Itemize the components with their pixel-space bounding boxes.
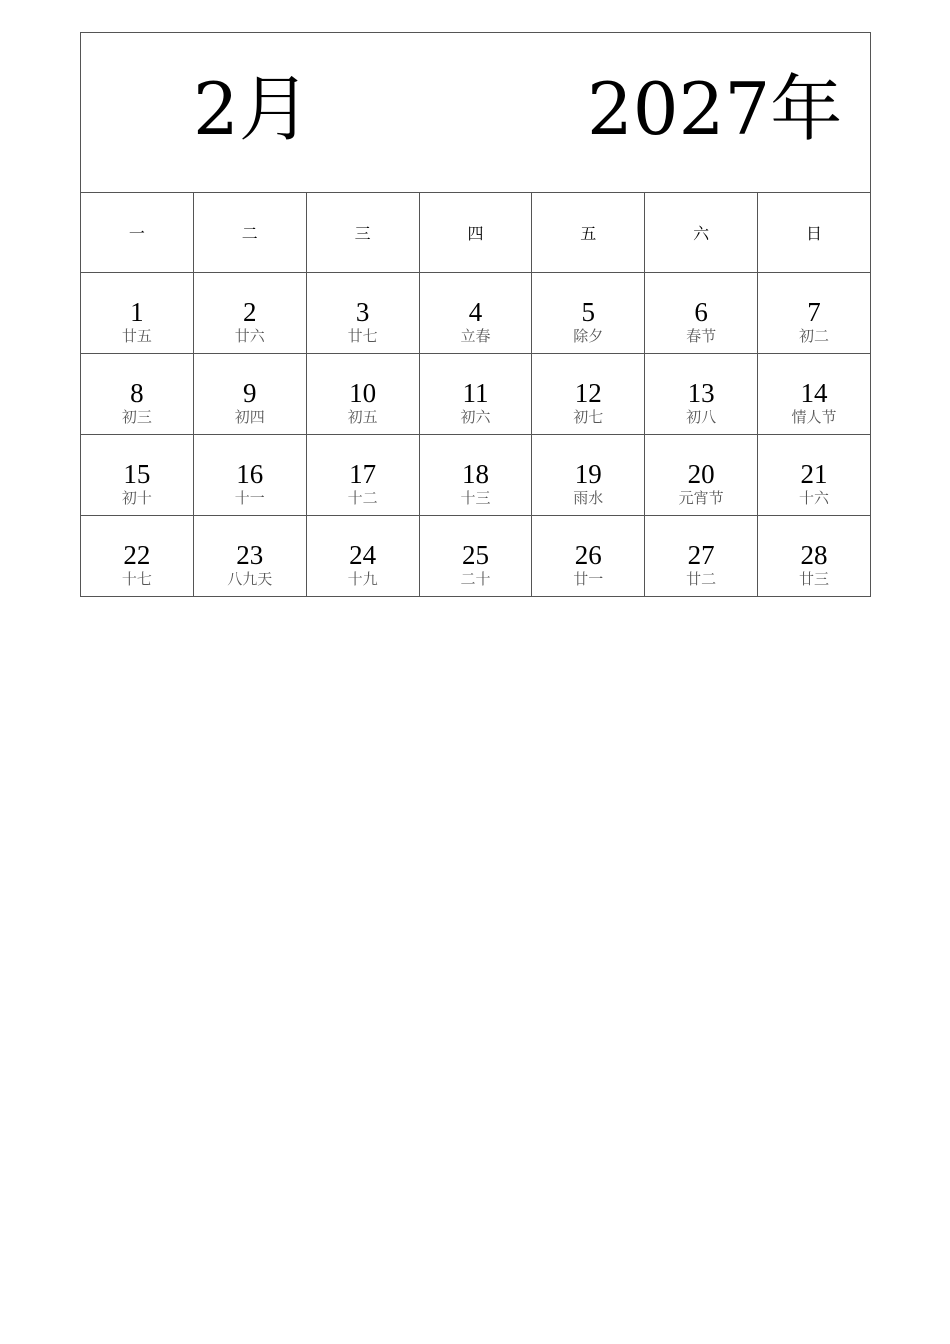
lunar-date: 廿六 [234, 327, 265, 345]
year-title: 2027年 [587, 67, 843, 151]
lunar-date: 雨水 [573, 489, 604, 507]
lunar-date: 初五 [347, 408, 378, 426]
day-number: 20 [687, 459, 715, 489]
lunar-date: 情人节 [791, 408, 837, 426]
day-cell [645, 354, 758, 435]
weekday-sat: 六 [645, 193, 758, 273]
day-number: 16 [236, 459, 264, 489]
day-number: 19 [574, 459, 602, 489]
lunar-date: 初四 [234, 408, 265, 426]
lunar-date: 十三 [460, 489, 491, 507]
lunar-date: 十二 [347, 489, 378, 507]
lunar-date: 十一 [234, 489, 265, 507]
day-cell [419, 435, 532, 516]
day-number: 25 [461, 540, 489, 570]
lunar-date: 初二 [799, 327, 830, 345]
day-cell [81, 435, 194, 516]
lunar-date: 十七 [121, 570, 152, 588]
week-row [81, 435, 871, 516]
day-number: 5 [581, 297, 596, 327]
day-cell [193, 516, 306, 597]
day-number: 28 [800, 540, 828, 570]
day-cell [758, 516, 871, 597]
lunar-date: 廿一 [573, 570, 604, 588]
day-number: 12 [574, 378, 602, 408]
day-cell [758, 354, 871, 435]
day-cell [81, 354, 194, 435]
day-number: 7 [807, 297, 821, 327]
day-cell [419, 273, 532, 354]
day-cell [645, 273, 758, 354]
day-cell [193, 354, 306, 435]
lunar-date: 元宵节 [678, 489, 724, 507]
lunar-date: 十六 [799, 489, 830, 507]
lunar-date: 初八 [686, 408, 717, 426]
day-cell [645, 516, 758, 597]
month-calendar [80, 32, 871, 597]
day-number: 1 [130, 297, 144, 327]
week-row [81, 354, 871, 435]
lunar-date: 春节 [686, 327, 717, 345]
lunar-date: 初七 [573, 408, 604, 426]
lunar-date: 十九 [347, 570, 378, 588]
day-cell [306, 273, 419, 354]
lunar-date: 立春 [460, 327, 491, 345]
lunar-date: 八九天 [227, 570, 273, 588]
day-number: 27 [687, 540, 715, 570]
day-cell [81, 516, 194, 597]
day-number: 4 [468, 297, 483, 327]
day-number: 13 [687, 378, 715, 408]
weekday-tue: 二 [193, 193, 306, 273]
day-number: 24 [349, 540, 377, 570]
day-number: 17 [349, 459, 377, 489]
day-cell [306, 354, 419, 435]
lunar-date: 初六 [460, 408, 491, 426]
calendar-header-row [81, 33, 871, 193]
weekday-row [81, 193, 871, 273]
weekday-fri: 五 [532, 193, 645, 273]
day-number: 9 [243, 378, 257, 408]
week-row [81, 273, 871, 354]
week-row [81, 516, 871, 597]
day-number: 21 [800, 459, 828, 489]
weekday-mon: 一 [81, 193, 194, 273]
day-cell [532, 354, 645, 435]
weekday-thu: 四 [419, 193, 532, 273]
day-number: 10 [349, 378, 377, 408]
day-cell [645, 435, 758, 516]
weekday-sun: 日 [758, 193, 871, 273]
weekday-wed: 三 [306, 193, 419, 273]
lunar-date: 初十 [121, 489, 152, 507]
day-cell [532, 516, 645, 597]
lunar-date: 廿三 [799, 570, 830, 588]
calendar-header [81, 33, 871, 193]
day-cell [81, 273, 194, 354]
day-cell [532, 273, 645, 354]
day-number: 2 [243, 297, 257, 327]
day-cell [306, 435, 419, 516]
day-cell [193, 435, 306, 516]
day-number: 6 [694, 297, 708, 327]
day-cell [306, 516, 419, 597]
day-number: 15 [123, 459, 151, 489]
day-cell [419, 516, 532, 597]
day-number: 8 [130, 378, 144, 408]
day-number: 14 [800, 378, 828, 408]
lunar-date: 廿二 [686, 570, 717, 588]
lunar-date: 廿七 [347, 327, 378, 345]
lunar-date: 初三 [121, 408, 152, 426]
day-cell [419, 354, 532, 435]
lunar-date: 廿五 [121, 327, 152, 345]
day-cell [758, 273, 871, 354]
lunar-date: 二十 [460, 570, 491, 588]
lunar-date: 除夕 [573, 327, 604, 345]
day-number: 23 [236, 540, 264, 570]
day-number: 3 [355, 297, 370, 327]
day-number: 22 [123, 540, 151, 570]
calendar-weeks [81, 273, 871, 597]
month-title: 2月 [193, 67, 311, 151]
day-number: 26 [574, 540, 602, 570]
day-number: 18 [461, 459, 489, 489]
day-cell [532, 435, 645, 516]
day-cell [758, 435, 871, 516]
day-cell [193, 273, 306, 354]
day-number: 11 [462, 378, 489, 408]
